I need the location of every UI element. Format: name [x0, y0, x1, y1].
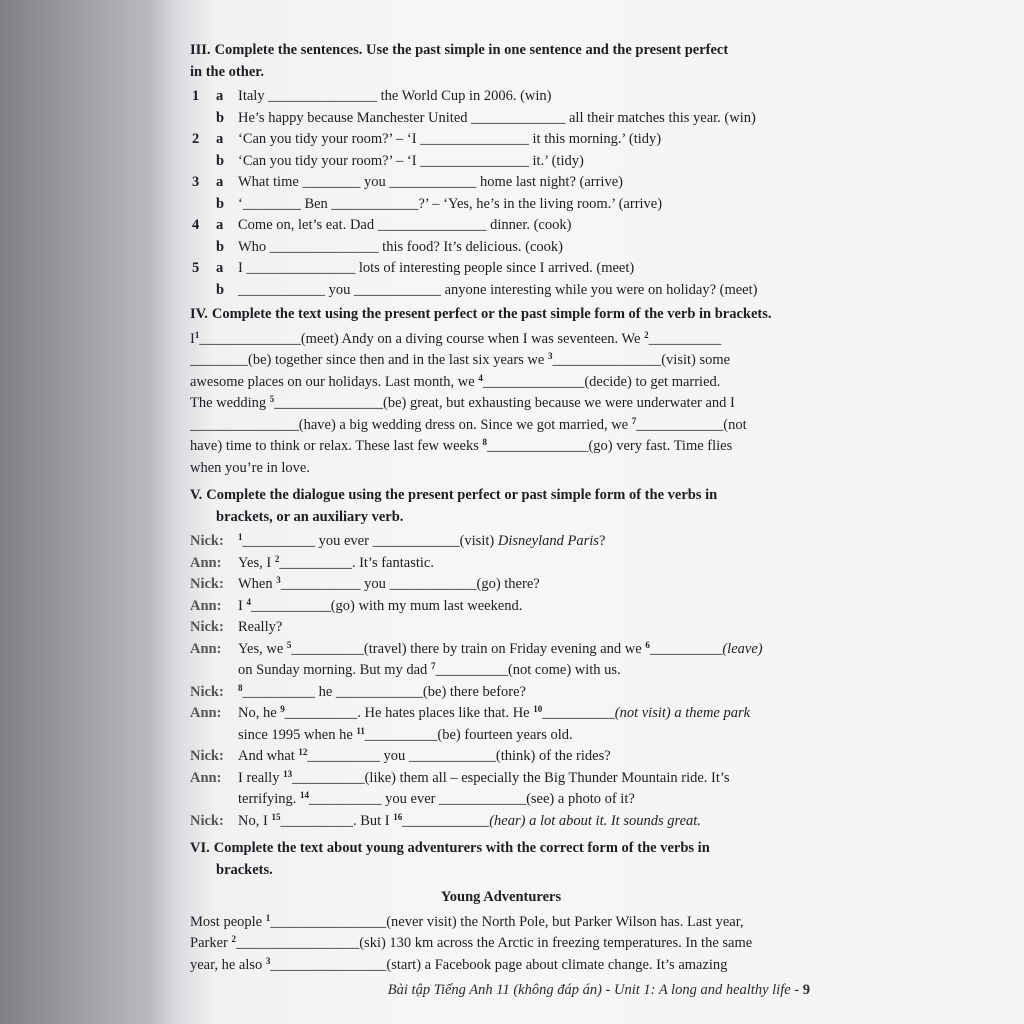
- text-line: [190, 393, 812, 415]
- text-fragment: And what: [238, 748, 299, 764]
- speaker-name: Nick:: [190, 748, 224, 764]
- dialogue-text: [238, 811, 812, 833]
- dialogue-line: [190, 768, 812, 790]
- gap-number: 4: [478, 372, 483, 383]
- text-fragment: I: [238, 597, 247, 614]
- text-fragment: __________ you ever ____________(see) a photo of it?: [309, 791, 635, 807]
- text-fragment: __________. He hates places like that. He: [284, 705, 534, 721]
- exercise-5-title-line1: Complete the dialogue using the present perfect or past simple form of the verbs in: [206, 487, 718, 503]
- text-fragment-italic: __________(leave): [649, 640, 763, 657]
- text-fragment: Yes, we: [238, 640, 287, 657]
- item-letter: a: [216, 217, 224, 233]
- dialogue-line: [190, 725, 812, 747]
- text-fragment: ___________ you ____________(go) there?: [280, 576, 540, 592]
- text-fragment: I really: [238, 769, 284, 786]
- gap-number: 4: [246, 596, 251, 607]
- exercise-4-title-text: Complete the text using the present perfect or the past simple form of the verb in brackets.: [211, 306, 772, 322]
- speaker-name: Nick:: [190, 812, 224, 829]
- text-fragment-italic: __________(not visit) a theme park: [542, 705, 751, 721]
- gap-number: 2: [231, 934, 236, 944]
- text-fragment: ?: [598, 533, 606, 549]
- exercise-6-title: [190, 838, 812, 881]
- exercise-3-number: III.: [190, 42, 211, 58]
- item-text: ‘Can you tidy your room?’ – ‘I _______________ it.’ (tidy): [238, 152, 584, 169]
- text-fragment: When: [238, 576, 277, 592]
- gap-number: 2: [644, 329, 649, 340]
- item-text: Come on, let’s eat. Dad _______________ dinner. (cook): [238, 217, 572, 233]
- dialogue-text: [238, 703, 812, 725]
- gap-number: 6: [645, 639, 650, 650]
- gap-number: 1: [238, 532, 243, 542]
- gap-number: 10: [533, 704, 543, 714]
- page-number: 9: [802, 982, 810, 998]
- exercise-3-item: [190, 151, 812, 173]
- text-fragment: The wedding: [190, 395, 270, 411]
- item-text: ‘Can you tidy your room?’ – ‘I _______________ it this morning.’ (tidy): [238, 131, 662, 147]
- gap-number: 3: [547, 351, 553, 361]
- gap-number: 1: [265, 912, 271, 923]
- exercise-4-text: [190, 329, 812, 480]
- item-text: ____________ you ____________ anyone interesting while you were on holiday? (meet): [238, 281, 758, 298]
- exercise-3-item: [190, 237, 812, 259]
- dialogue-line: [190, 746, 812, 768]
- text-fragment: _______________(have) a big wedding dress on. Since we got married, we: [190, 416, 632, 433]
- gap-number: 7: [631, 415, 637, 426]
- text-fragment: _______________(visit) some: [552, 352, 731, 368]
- exercise-3-item: [190, 280, 812, 302]
- item-number: 3: [192, 174, 200, 190]
- exercise-3-item: [190, 194, 812, 216]
- text-fragment: year, he also: [190, 956, 266, 973]
- item-number: 4: [192, 217, 200, 233]
- item-letter: b: [216, 195, 225, 212]
- dialogue-text: [238, 531, 812, 553]
- text-fragment: terrifying.: [238, 791, 301, 807]
- text-line: [190, 415, 812, 437]
- footer-text: Bài tập Tiếng Anh 11 (không đáp án) - Unit 1: A long and healthy life -: [387, 982, 803, 998]
- text-fragment: __________. But I: [280, 812, 394, 829]
- speaker-name: Ann:: [190, 597, 222, 614]
- text-fragment: __________(like) them all – especially the Big Thunder Mountain ride. It’s: [292, 769, 730, 786]
- text-fragment: on Sunday morning. But my dad: [238, 662, 431, 678]
- exercise-3-title-line2: in the other.: [190, 63, 264, 80]
- dialogue-text: [238, 574, 812, 596]
- item-letter: a: [216, 174, 224, 190]
- exercise-6-number: VI.: [190, 840, 210, 856]
- text-fragment: __________: [648, 330, 722, 347]
- text-fragment: __________ you ____________(think) of the rides?: [307, 748, 611, 764]
- dialogue-text: [238, 789, 812, 811]
- exercise-5-dialogue: [190, 531, 812, 832]
- dialogue-line: [190, 789, 812, 811]
- item-letter: b: [216, 152, 225, 169]
- text-fragment: __________. It’s fantastic.: [279, 554, 434, 571]
- dialogue-text: [238, 682, 812, 704]
- text-line: [190, 372, 812, 394]
- item-text: He’s happy because Manchester United _____________ all their matches this year. (win): [238, 109, 756, 126]
- text-line: [190, 912, 812, 934]
- dialogue-line: [190, 553, 812, 575]
- gap-number: 7: [430, 661, 436, 671]
- item-number: 2: [192, 131, 200, 147]
- gap-number: 9: [280, 704, 285, 714]
- item-number: 1: [192, 88, 200, 104]
- item-letter: a: [216, 131, 224, 147]
- text-fragment: have) time to think or relax. These last few weeks: [190, 438, 483, 454]
- dialogue-line: [190, 703, 812, 725]
- item-text: What time ________ you ____________ home last night? (arrive): [238, 174, 623, 190]
- dialogue-line: [190, 617, 812, 639]
- gap-number: 1: [194, 329, 200, 340]
- text-fragment: since 1995 when he: [238, 726, 357, 743]
- text-line: [190, 350, 812, 372]
- item-letter: b: [216, 109, 225, 126]
- item-letter: b: [216, 281, 225, 298]
- gap-number: 3: [276, 575, 281, 585]
- gap-number: 2: [274, 553, 280, 564]
- item-text: ‘________ Ben ____________?’ – ‘Yes, he’s in the living room.’ (arrive): [238, 195, 663, 212]
- text-fragment: when you’re in love.: [190, 459, 310, 476]
- exercise-3-items: [190, 86, 812, 301]
- text-fragment-italic: ____________(hear) a lot about it. It sounds great.: [402, 812, 701, 829]
- text-fragment: No, I: [238, 812, 272, 829]
- dialogue-line: [190, 811, 812, 833]
- text-line: [190, 436, 812, 458]
- text-fragment: Parker: [190, 935, 232, 951]
- gap-number: 8: [482, 437, 487, 447]
- text-fragment: Yes, I: [238, 554, 275, 571]
- text-fragment: _______________(be) great, but exhausting because we were underwater and I: [274, 395, 735, 411]
- text-fragment: ______________(decide) to get married.: [482, 373, 721, 390]
- dialogue-line: [190, 596, 812, 618]
- exercise-4-title: [190, 304, 812, 326]
- text-fragment: __________(be) fourteen years old.: [364, 726, 573, 743]
- dialogue-text: [238, 617, 812, 639]
- gap-number: 14: [300, 790, 310, 800]
- speaker-name: Nick:: [190, 619, 224, 635]
- text-fragment: __________ you ever ____________(visit): [242, 533, 498, 549]
- item-text: Who _______________ this food? It’s delicious. (cook): [238, 238, 563, 255]
- exercise-3-title: [190, 40, 812, 83]
- exercise-5-title: [190, 485, 812, 528]
- exercise-5-title-line2: brackets, or an auxiliary verb.: [216, 508, 404, 525]
- dialogue-text: [238, 596, 812, 618]
- text-line: [190, 955, 812, 977]
- text-fragment: ________________(start) a Facebook page about climate change. It’s amazing: [270, 956, 728, 973]
- dialogue-text: [238, 725, 812, 747]
- gap-number: 3: [265, 955, 271, 966]
- dialogue-line: [190, 660, 812, 682]
- text-fragment: ________________(never visit) the North Pole, but Parker Wilson has. Last year,: [270, 913, 744, 930]
- dialogue-line: [190, 639, 812, 661]
- text-line: [190, 933, 812, 955]
- exercise-3-item: [190, 258, 812, 280]
- item-letter: a: [216, 88, 224, 104]
- item-number: 5: [192, 260, 200, 276]
- dialogue-text: [238, 639, 812, 661]
- text-fragment: _________________(ski) 130 km across the Arctic in freezing temperatures. In the same: [235, 935, 753, 951]
- speaker-name: Nick:: [190, 683, 224, 700]
- item-text: I _______________ lots of interesting people since I arrived. (meet): [238, 260, 635, 276]
- speaker-name: Nick:: [190, 576, 224, 592]
- exercise-3-item: [190, 172, 812, 194]
- speaker-name: Ann:: [190, 705, 222, 721]
- text-fragment: awesome places on our holidays. Last month, we: [190, 373, 479, 390]
- exercise-3-item: [190, 215, 812, 237]
- exercise-6-text: [190, 912, 812, 977]
- gap-number: 5: [286, 639, 292, 650]
- text-fragment: No, he: [238, 705, 281, 721]
- item-letter: b: [216, 238, 225, 255]
- page-content: [190, 40, 812, 976]
- text-line: [190, 329, 812, 351]
- gap-number: 12: [298, 747, 308, 757]
- gap-number: 5: [269, 394, 275, 404]
- text-fragment: __________ he ____________(be) there before?: [242, 683, 526, 700]
- dialogue-line: [190, 682, 812, 704]
- dialogue-text: [238, 746, 812, 768]
- text-fragment: ______________(meet) Andy on a diving course when I was seventeen. We: [199, 330, 645, 347]
- text-fragment: Most people: [190, 913, 266, 930]
- exercise-3-item: [190, 86, 812, 108]
- text-fragment: __________(travel) there by train on Friday evening and we: [291, 640, 646, 657]
- text-fragment-italic: Disneyland Paris: [497, 533, 599, 549]
- dialogue-text: [238, 768, 812, 790]
- gap-number: 16: [393, 811, 403, 822]
- speaker-name: Ann:: [190, 554, 222, 571]
- text-fragment: ________(be) together since then and in the last six years we: [190, 352, 548, 368]
- gap-number: 11: [356, 725, 365, 736]
- speaker-name: Ann:: [190, 769, 222, 786]
- exercise-6-title-line1: Complete the text about young adventurers with the correct form of the verbs in: [213, 840, 710, 856]
- exercise-5-number: V.: [190, 487, 203, 503]
- exercise-3-item: [190, 129, 812, 151]
- text-fragment: __________(not come) with us.: [435, 662, 621, 678]
- text-fragment: Really?: [238, 619, 283, 635]
- gap-number: 15: [271, 811, 281, 822]
- speaker-name: Ann:: [190, 640, 222, 657]
- gap-number: 8: [238, 682, 243, 693]
- text-fragment: ____________(not: [636, 416, 747, 433]
- dialogue-text: [238, 553, 812, 575]
- page-footer: [388, 982, 810, 999]
- dialogue-line: [190, 531, 812, 553]
- item-text: Italy _______________ the World Cup in 2006. (win): [238, 88, 552, 104]
- exercise-6-title-line2: brackets.: [216, 861, 273, 878]
- exercise-3-item: [190, 108, 812, 130]
- text-fragment: I: [190, 330, 195, 347]
- exercise-3-title-line1: Complete the sentences. Use the past simple in one sentence and the present perfect: [214, 42, 729, 58]
- exercise-4-number: IV.: [190, 306, 208, 322]
- text-line: [190, 458, 812, 480]
- item-letter: a: [216, 260, 224, 276]
- article-heading: Young Adventurers: [440, 889, 562, 905]
- dialogue-text: [238, 660, 812, 682]
- dialogue-line: [190, 574, 812, 596]
- gap-number: 13: [283, 768, 293, 779]
- text-fragment: ___________(go) with my mum last weekend.: [250, 597, 523, 614]
- text-fragment: ______________(go) very fast. Time flies: [486, 438, 733, 454]
- speaker-name: Nick:: [190, 533, 224, 549]
